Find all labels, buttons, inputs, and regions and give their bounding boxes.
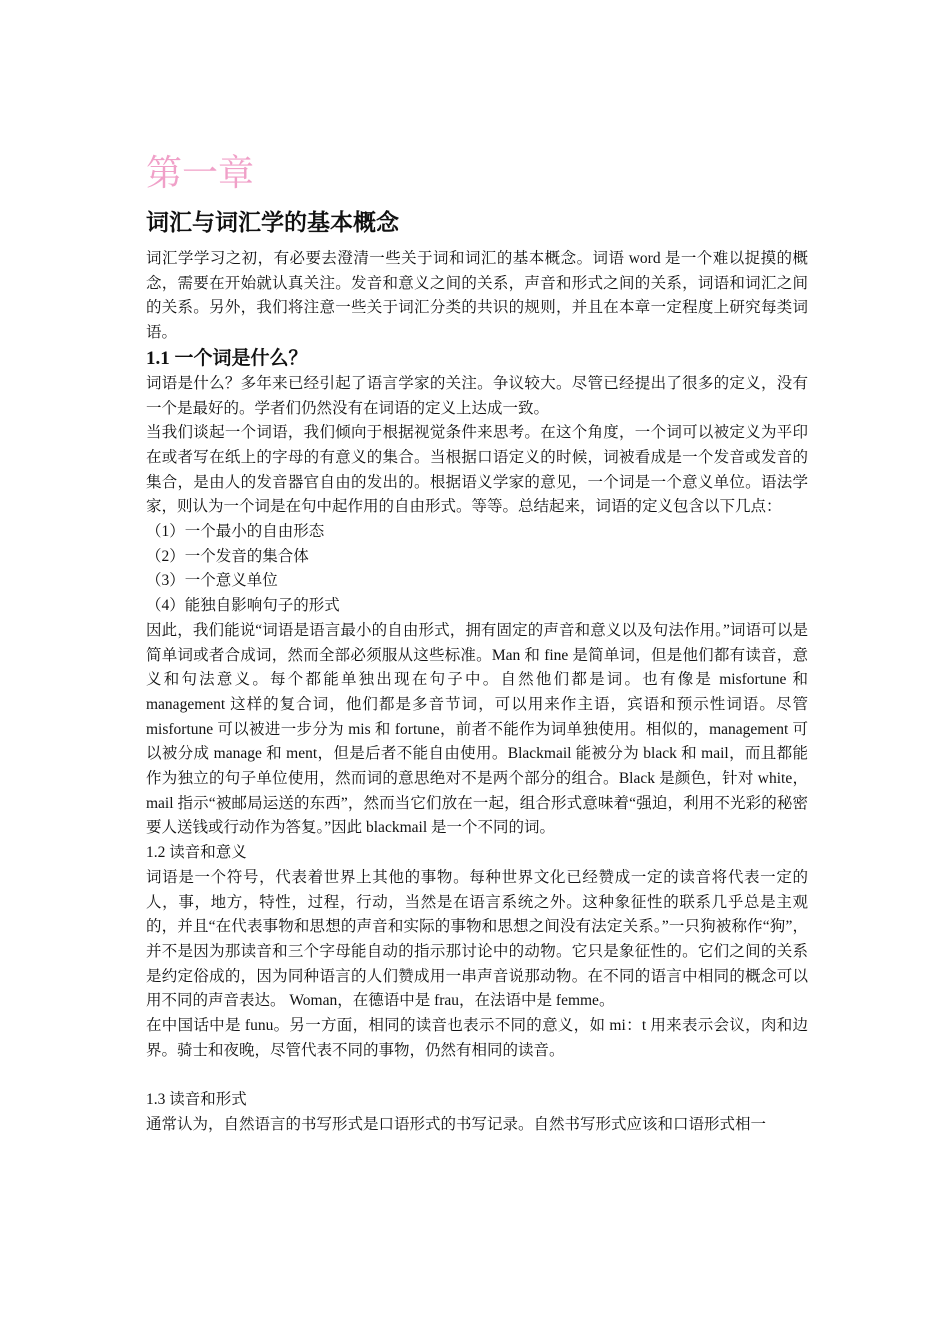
paragraph: 词语是什么？多年来已经引起了语言学家的关注。争议较大。尽管已经提出了很多的定义，没有一个是最好的。学者们仍然没有在词语的定义上达成一致。 [146,374,808,417]
paragraph: 通常认为，自然语言的书写形式是口语形式的书写记录。自然书写形式应该和口语形式相一 [146,1115,767,1133]
intro-paragraph: 词汇学学习之初，有必要去澄清一些关于词和词汇的基本概念。词语 word 是一个难以捉摸的概念，需要在开始就认真关注。发音和意义之间的关系，声音和形式之间的关系，词语和词汇之间的关系。另外，我们将注意一些关于词汇分类的共识的规则，并且在本章一定程度上研究每类词语。 [146,250,808,342]
section-heading-1-1: 1.1 一个词是什么？ [146,347,308,369]
list-item: （2）一个发音的集合体 [146,547,309,565]
blank-line [146,1064,808,1089]
chapter-label: 第一章 [146,153,255,193]
paragraph: 当我们谈起一个词语，我们倾向于根据视觉条件来思考。在这个角度，一个词可以被定义为平印在或者写在纸上的字母的有意义的集合。当根据口语定义的时候，词被看成是一个发音或发音的集合，是由人的发音器官自由的发出的。根据语义学家的意见，一个词是一个意义单位。语法学家，则认为一个词是在句中起作用的自由形式。等等。总结起来，词语的定义包含以下几点： [146,424,808,516]
section-heading-1-3: 1.3 读音和形式 [146,1091,247,1109]
paragraph: 在中国话中是 funu。另一方面，相同的读音也表示不同的意义，如 mi：t 用来表示会议，肉和边界。骑士和夜晚，尽管代表不同的事物，仍然有相同的读音。 [146,1017,808,1059]
document-body [146,247,808,1138]
page-title: 词汇与词汇学的基本概念 [146,210,399,235]
paragraph: 因此，我们能说“词语是语言最小的自由形式，拥有固定的声音和意义以及句法作用。”词语可以是简单词或者合成词，然而全部必须服从这些标准。Man 和 fine 是简单词，但是他们都有读音，意义和句法意义。每个都能单独出现在句子中。自然他们都是词。也有像是 misfortune 和 management 这样的复合词，他们都是多音节词，可以用来作主语，宾语和预示性词语。尽管 misfortune 可以被进一步分为 mis 和 fortune，前者不能作为词单独使用。相似的，management 可以被分成 manage 和 ment，但是后者不能自由使用。Blackmail 能被分为 black 和 mail，而且都能作为独立的句子单位使用，然而词的意思绝对不是两个部分的组合。Black 是颜色，针对 white，mail 指示“被邮局运送的东西”，然而当它们放在一起，组合形式意味着“强迫，利用不光彩的秘密要人送钱或行动作为答复。”因此 blackmail 是一个不同的词。 [146,621,808,837]
paragraph: 词语是一个符号，代表着世界上其他的事物。每种世界文化已经赞成一定的读音将代表一定的人，事，地方，特性，过程，行动，当然是在语言系统之外。这种象征性的联系几乎总是主观的，并且“在代表事物和思想的声音和实际的事物和思想之间没有法定关系。”一只狗被称作“狗”，并不是因为那读音和三个字母能自动的指示那讨论中的动物。它只是象征性的。它们之间的关系是约定俗成的，因为同种语言的人们赞成用一串声音说那动物。在不同的语言中相同的概念可以用不同的声音表达。 Woman，在德语中是 frau，在法语中是 femme。 [146,868,808,1010]
list-item: （4）能独自影响句子的形式 [146,597,340,615]
section-heading-1-2: 1.2 读音和意义 [146,844,247,862]
list-item: （3）一个意义单位 [146,572,278,590]
list-item: （1）一个最小的自由形态 [146,523,325,541]
